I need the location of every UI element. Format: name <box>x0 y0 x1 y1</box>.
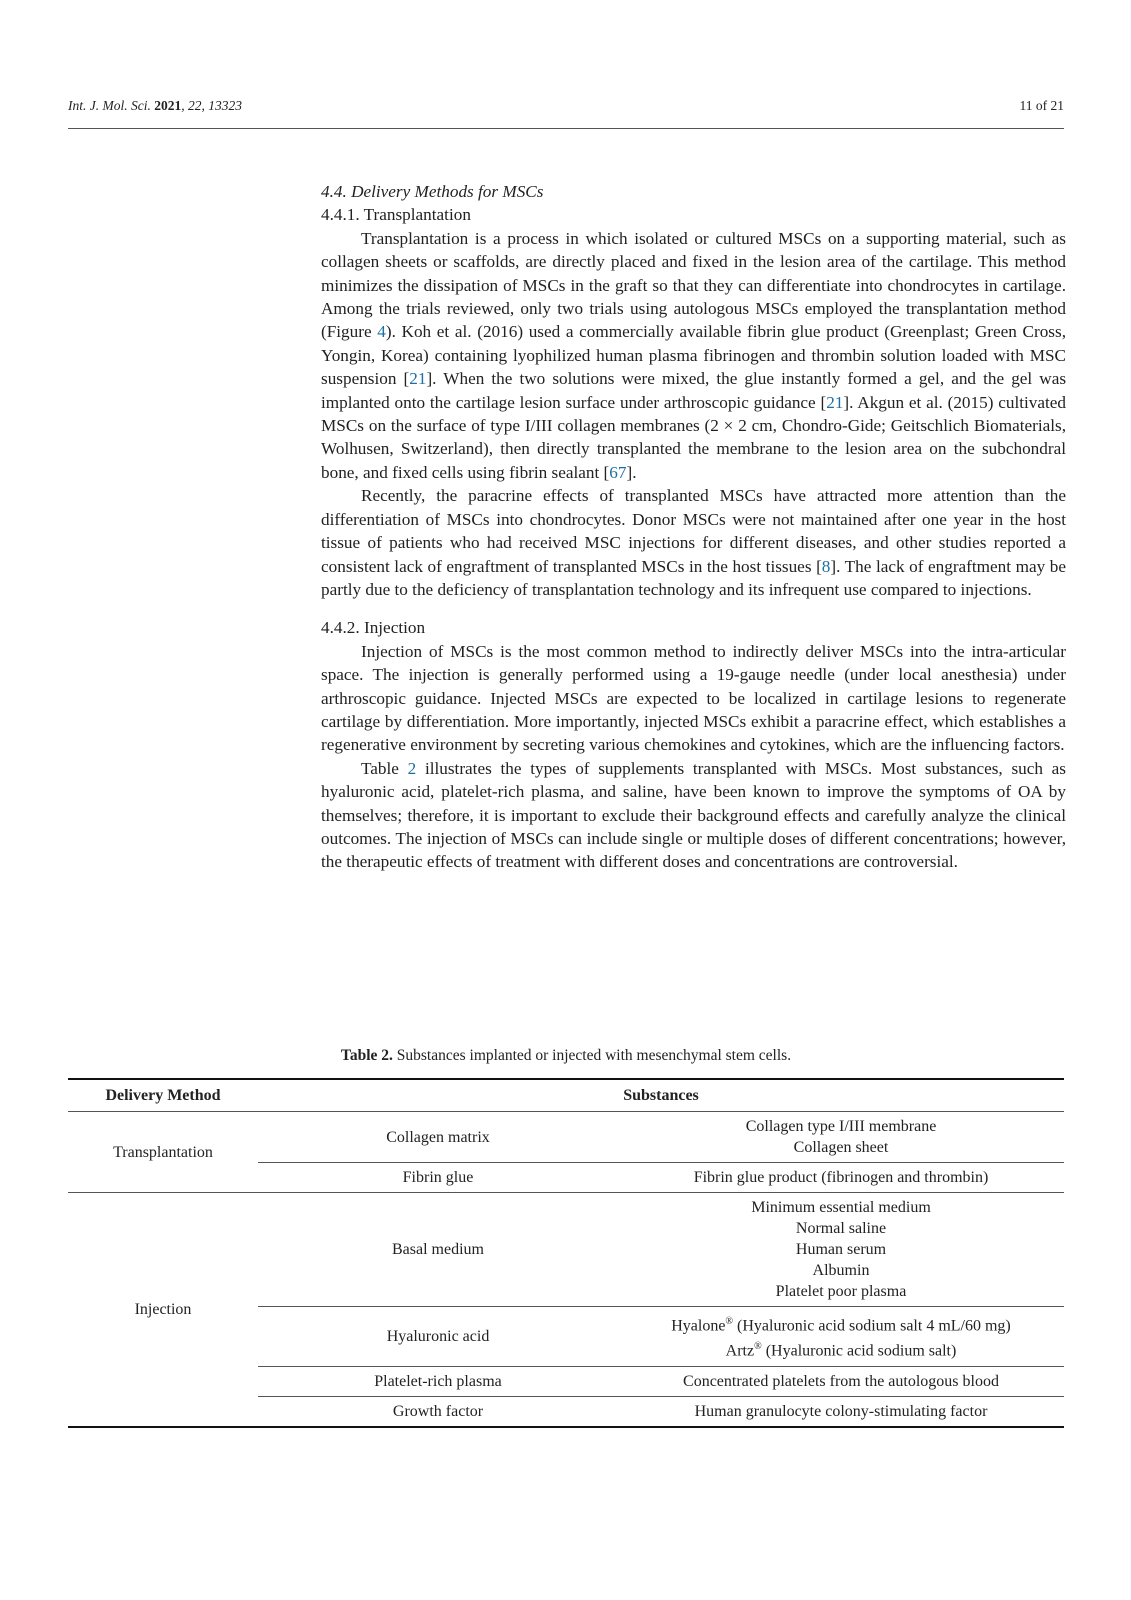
item: Platelet poor plasma <box>775 1283 907 1300</box>
item: Collagen type I/III membrane <box>745 1118 937 1135</box>
subsection-title-transplantation: 4.4.1. Transplantation <box>321 205 471 225</box>
table-caption <box>68 1047 1064 1065</box>
text: ]. <box>626 462 637 482</box>
text: ]. Akgun et al. (2015) cultivated MSCs on the surface of type I/III collagen membranes (2 × 2 cm, Chondro-Gide; Geitschlich Biomaterials, Wolhusen, Switzerland), then directly transplanted the membrane to the lesion area on the subchondral bone, and fixed cells using fibrin sealant [ <box>321 392 1066 482</box>
paragraph <box>321 640 1066 757</box>
items-cell <box>618 1193 1064 1307</box>
text: Transplantation is a process in which isolated or cultured MSCs on a supporting material, such as collagen sheets or scaffolds, are directly placed and fixed in the lesion area of the cartilage. This method minimizes the dissipation of MSCs in the graft so that they can differentiate into chondrocytes in cartilage. Among the trials reviewed, only two trials using autologous MSCs employed the transplantation method (Figure <box>321 228 1066 342</box>
body-content <box>321 180 1066 874</box>
text: Recently, the paracrine effects of transplanted MSCs have attracted more attention than the differentiation of MSCs into chondrocytes. Donor MSCs were not maintained after one year in the host tissue of patients who had received MSC injections for different diseases, and other studies reported a consistent lack of engraftment of transplanted MSCs in the host tissues [ <box>321 486 1066 576</box>
registered-mark: ® <box>754 1341 762 1353</box>
journal-year: 2021 <box>154 98 182 113</box>
item: Normal saline <box>795 1220 887 1237</box>
citation-link[interactable]: 21 <box>409 369 427 389</box>
brand-name: Hyalone <box>671 1317 726 1335</box>
page-number: 11 of 21 <box>1019 98 1064 113</box>
caption-label: Table 2. <box>340 1047 393 1064</box>
method-cell: Injection <box>68 1193 258 1427</box>
item-detail: (Hyaluronic acid sodium salt 4 mL/60 mg) <box>733 1317 1011 1335</box>
paragraph <box>321 757 1066 874</box>
category-cell: Platelet-rich plasma <box>258 1366 618 1396</box>
citation-link[interactable]: 67 <box>609 462 627 482</box>
items-cell <box>618 1307 1064 1367</box>
journal-abbrev: Int. J. Mol. Sci. <box>68 98 151 113</box>
item <box>618 1336 1064 1361</box>
category-cell: Collagen matrix <box>386 1128 490 1146</box>
section-title: 4.4. Delivery Methods for MSCs <box>321 182 544 201</box>
item-detail: (Hyaluronic acid sodium salt) <box>761 1342 957 1360</box>
item: Albumin <box>812 1262 870 1279</box>
category-cell: Growth factor <box>258 1396 618 1427</box>
citation-link[interactable]: 8 <box>821 556 831 576</box>
text: illustrates the types of supplements transplanted with MSCs. Most substances, such as hyaluronic acid, platelet-rich plasma, and saline, have been known to improve the symptoms of OA by themselves; therefore, it is important to exclude their background effects and carefully analyze the clinical outcomes. The injection of MSCs can include single or multiple doses of different concentrations; however, the therapeutic effects of treatment with different doses and concentrations are controversial. <box>321 758 1066 872</box>
items-cell: Human granulocyte colony-stimulating factor <box>618 1396 1064 1427</box>
table-row <box>68 1112 1064 1163</box>
running-header <box>68 98 1064 129</box>
header-substances: Substances <box>258 1079 1064 1112</box>
items-cell <box>618 1112 1064 1163</box>
paragraph <box>321 227 1066 484</box>
journal-citation: Int. J. Mol. Sci. 2021, 22, 13323 <box>68 98 242 113</box>
category-cell: Fibrin glue <box>258 1163 618 1193</box>
item <box>618 1311 1064 1336</box>
article-number: 13323 <box>208 98 242 113</box>
text: ). Koh et al. (2016) used a commercially available fibrin glue product (Greenplast; Green Cross, Yongin, Korea) containing lyophilized human plasma fibrinogen and thrombin solution loaded with MSC suspension [ <box>321 322 1066 389</box>
item: Human serum <box>795 1241 887 1258</box>
category-cell: Hyaluronic acid <box>258 1307 618 1367</box>
caption-text: Substances implanted or injected with mesenchymal stem cells. <box>392 1047 792 1064</box>
text: Table <box>361 758 408 778</box>
text: Injection of MSCs is the most common method to indirectly deliver MSCs into the intra-articular space. The injection is generally performed using a 19-gauge needle (under local anesthesia) under arthroscopic guidance. Injected MSCs are expected to be localized in cartilage lesions to regenerate cartilage by differentiation. More importantly, injected MSCs exhibit a paracrine effect, which establishes a regenerative environment by secreting various chemokines and cytokines, which are the influencing factors. <box>321 641 1066 755</box>
brand-name: Artz <box>725 1342 755 1360</box>
subsection-title-injection: 4.4.2. Injection <box>321 618 426 638</box>
items-cell: Concentrated platelets from the autologous blood <box>618 1366 1064 1396</box>
header-delivery-method: Delivery Method <box>68 1079 258 1112</box>
item: Collagen sheet <box>793 1139 889 1156</box>
table-row <box>68 1193 1064 1307</box>
method-cell: Transplantation <box>113 1143 213 1161</box>
table-link[interactable]: 2 <box>407 758 417 778</box>
citation-link[interactable]: 21 <box>826 392 844 412</box>
registered-mark: ® <box>725 1316 734 1327</box>
table-header-row <box>68 1079 1064 1112</box>
journal-volume: 22 <box>187 98 202 113</box>
text: ]. When the two solutions were mixed, the glue instantly formed a gel, and the gel was implanted onto the cartilage lesion surface under arthroscopic guidance [ <box>321 369 1067 412</box>
paragraph <box>321 484 1066 601</box>
category-cell: Basal medium <box>258 1193 618 1307</box>
substances-table <box>68 1078 1064 1428</box>
item: Minimum essential medium <box>751 1199 931 1216</box>
spacer <box>321 601 1066 616</box>
figure-link[interactable]: 4 <box>377 322 386 342</box>
items-cell: Fibrin glue product (fibrinogen and thrombin) <box>618 1163 1064 1193</box>
text: ]. The lack of engraftment may be partly due to the deficiency of transplantation technology and its infrequent use compared to injections. <box>321 556 1066 599</box>
